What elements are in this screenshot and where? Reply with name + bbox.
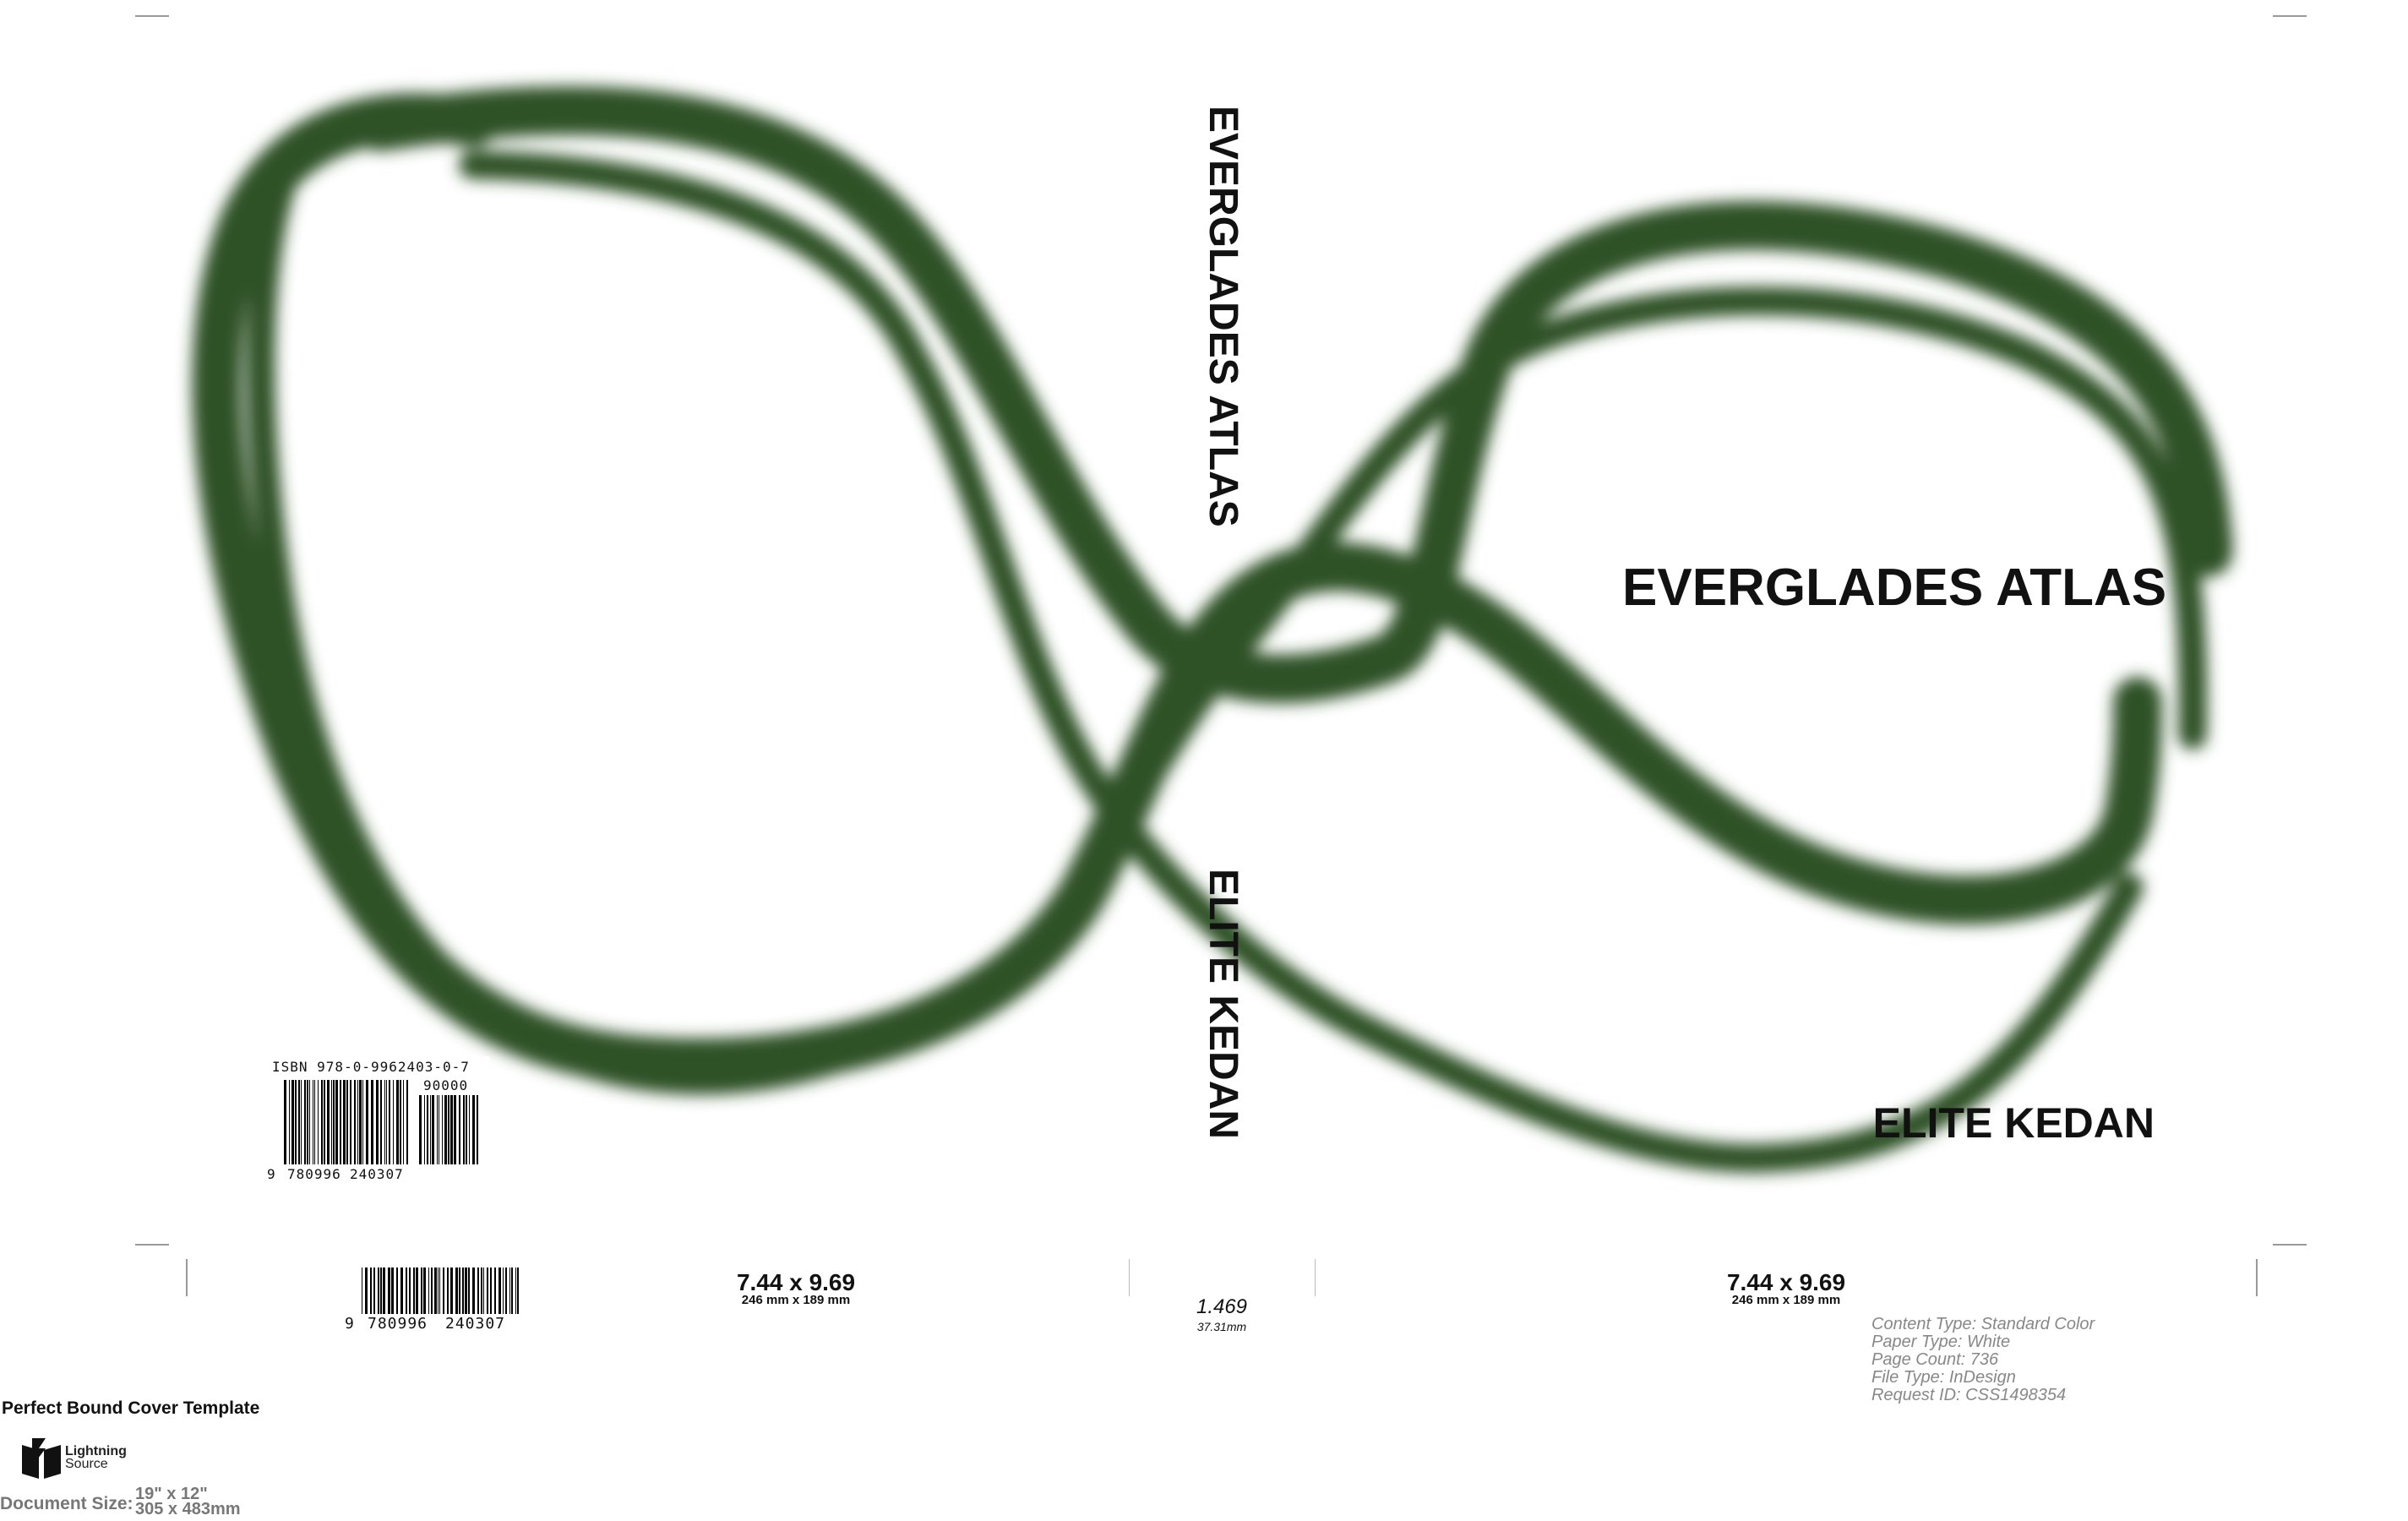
barcode-bar <box>444 1095 447 1164</box>
barcode-bar <box>459 1268 460 1314</box>
meta-page-count: Page Count: 736 <box>1871 1350 1999 1369</box>
barcode-bar <box>380 1268 382 1314</box>
crop-mark-bottom-right <box>2273 1244 2307 1246</box>
barcode-bar <box>384 1080 385 1164</box>
back-dimensions-mm: 246 mm x 189 mm <box>741 1293 851 1307</box>
meta-file-type: File Type: InDesign <box>1871 1368 2016 1387</box>
lightning-source-book-icon <box>20 1436 63 1480</box>
barcode-bar <box>505 1268 507 1314</box>
barcode-bar <box>437 1095 438 1164</box>
barcode-bar <box>343 1080 346 1164</box>
isbn-digits-group1: 780996 <box>287 1166 341 1182</box>
isbn-label: ISBN 978-0-9962403-0-7 <box>269 1059 473 1075</box>
barcode-bar <box>427 1095 428 1164</box>
spine-width: 1.469 <box>1196 1295 1248 1318</box>
barcode-bar <box>509 1268 510 1314</box>
barcode-bar <box>383 1268 385 1314</box>
isbn-barcode-bars <box>284 1080 411 1164</box>
document-size-label: Document Size: <box>0 1494 133 1513</box>
barcode-bar <box>477 1268 479 1314</box>
spine-mark-right <box>1315 1259 1316 1296</box>
barcode-bar <box>498 1268 501 1314</box>
barcode-bar <box>324 1080 325 1164</box>
barcode-bar <box>396 1080 399 1164</box>
document-size-values <box>135 1486 241 1517</box>
spine-width-mm: 37.31mm <box>1196 1320 1247 1333</box>
barcode-bar <box>365 1268 368 1314</box>
barcode-bar <box>438 1268 439 1314</box>
spine-mark-left <box>1129 1259 1130 1296</box>
template-barcode-digit-left: 9 <box>345 1315 355 1333</box>
logo-line2: Source <box>65 1457 108 1471</box>
back-dimensions: 7.44 x 9.69 <box>736 1269 856 1295</box>
barcode-bar <box>459 1095 460 1164</box>
template-barcode-bars <box>362 1268 522 1314</box>
barcode-bar <box>428 1268 429 1314</box>
barcode-bar <box>477 1095 478 1164</box>
document-size-inches: 19" x 12" <box>135 1485 208 1503</box>
barcode-bar <box>307 1080 308 1164</box>
barcode-bar <box>419 1095 422 1164</box>
barcode-bar <box>291 1080 294 1164</box>
barcode-bar <box>481 1268 482 1314</box>
barcode-bar <box>373 1268 375 1314</box>
barcode-bar <box>430 1095 431 1164</box>
barcode-bar <box>490 1268 492 1314</box>
barcode-bar <box>463 1095 465 1164</box>
barcode-bar <box>327 1080 330 1164</box>
barcode-bar <box>424 1095 425 1164</box>
barcode-bar <box>448 1095 449 1164</box>
spine-title: EVERGLADES ATLAS <box>1201 106 1245 527</box>
barcode-bar <box>503 1268 504 1314</box>
barcode-bar <box>393 1080 394 1164</box>
barcode-bar <box>432 1095 434 1164</box>
meta-request-id: Request ID: CSS1498354 <box>1871 1386 2067 1404</box>
crop-mark-bottom-left <box>135 1244 169 1246</box>
price-barcode-bars <box>419 1095 480 1164</box>
template-barcode <box>338 1268 532 1335</box>
isbn-barcode-block <box>265 1056 489 1187</box>
meta-content-type: Content Type: Standard Color <box>1871 1315 2095 1333</box>
front-author: ELITE KEDAN <box>1872 1099 2155 1147</box>
barcode-bar <box>494 1268 496 1314</box>
front-title: EVERGLADES ATLAS <box>1622 559 2167 617</box>
template-title: Perfect Bound Cover Template <box>2 1398 260 1418</box>
barcode-bar <box>388 1268 390 1314</box>
barcode-bar <box>487 1268 488 1314</box>
barcode-bar <box>357 1080 358 1164</box>
trim-mark-left <box>186 1259 188 1296</box>
barcode-bar <box>309 1080 310 1164</box>
barcode-bar <box>447 1268 449 1314</box>
barcode-bar <box>354 1080 356 1164</box>
crop-mark-top-right <box>2273 15 2307 17</box>
barcode-bar <box>359 1080 362 1164</box>
barcode-bar <box>389 1080 390 1164</box>
template-barcode-group2: 240307 <box>445 1315 506 1333</box>
barcode-bar <box>406 1268 407 1314</box>
barcode-bar <box>406 1080 408 1164</box>
barcode-bar <box>380 1080 382 1164</box>
barcode-bar <box>298 1080 300 1164</box>
barcode-bar <box>335 1080 338 1164</box>
barcode-bar <box>472 1095 475 1164</box>
barcode-bar <box>439 1268 440 1314</box>
barcode-bar <box>371 1080 373 1164</box>
barcode-bar <box>284 1080 286 1164</box>
meta-paper-type: Paper Type: White <box>1871 1333 2011 1351</box>
barcode-bar <box>423 1268 426 1314</box>
barcode-bar <box>321 1080 323 1164</box>
barcode-bar <box>331 1080 332 1164</box>
front-dimensions-mm: 246 mm x 189 mm <box>1731 1293 1841 1307</box>
barcode-bar <box>314 1080 315 1164</box>
barcode-bar <box>400 1268 403 1314</box>
barcode-bar <box>455 1268 458 1314</box>
trim-mark-right <box>2256 1259 2258 1296</box>
lightning-source-logo <box>65 1445 127 1470</box>
crop-mark-top-left <box>135 15 169 17</box>
barcode-bar <box>517 1268 519 1314</box>
barcode-bar <box>391 1268 394 1314</box>
barcode-bar <box>421 1268 422 1314</box>
isbn-digits-group2: 240307 <box>350 1166 404 1182</box>
barcode-bar <box>469 1095 470 1164</box>
price-code: 90000 <box>423 1077 469 1093</box>
barcode-bar <box>465 1268 467 1314</box>
barcode-bar <box>396 1268 398 1314</box>
document-size-mm: 305 x 483mm <box>135 1500 241 1518</box>
barcode-bar <box>376 1080 379 1164</box>
barcode-bar <box>450 1268 453 1314</box>
barcode-bar <box>295 1080 297 1164</box>
barcode-bar <box>301 1080 302 1164</box>
barcode-bar <box>370 1268 372 1314</box>
barcode-bar <box>468 1268 470 1314</box>
barcode-bar <box>366 1080 368 1164</box>
barcode-bar <box>409 1268 411 1314</box>
template-barcode-group1: 780996 <box>368 1315 428 1333</box>
barcode-bar <box>434 1268 437 1314</box>
barcode-bar <box>400 1080 401 1164</box>
barcode-bar <box>333 1080 335 1164</box>
barcode-bar <box>304 1080 306 1164</box>
front-dimensions: 7.44 x 9.69 <box>1726 1269 1846 1295</box>
barcode-bar <box>386 1080 387 1164</box>
barcode-bar <box>362 1080 363 1164</box>
barcode-bar <box>466 1095 467 1164</box>
barcode-bar <box>403 1080 404 1164</box>
barcode-bar <box>289 1080 290 1164</box>
barcode-bar <box>416 1268 418 1314</box>
file-metadata <box>1871 1316 2095 1404</box>
barcode-bar <box>443 1268 444 1314</box>
isbn-digit-left: 9 <box>267 1166 276 1182</box>
spine-author: ELITE KEDAN <box>1201 869 1245 1140</box>
barcode-bar <box>462 1268 464 1314</box>
barcode-bar <box>431 1268 433 1314</box>
barcode-bar <box>318 1080 319 1164</box>
logo-line1: Lightning <box>65 1444 127 1458</box>
barcode-bar <box>346 1080 348 1164</box>
barcode-bar <box>511 1268 513 1314</box>
barcode-bar <box>442 1095 443 1164</box>
barcode-bar <box>350 1080 351 1164</box>
barcode-bar <box>413 1268 415 1314</box>
barcode-bar <box>454 1095 456 1164</box>
barcode-bar <box>472 1268 475 1314</box>
barcode-bar <box>515 1268 516 1314</box>
barcode-bar <box>450 1095 453 1164</box>
barcode-bar <box>378 1268 379 1314</box>
barcode-bar <box>340 1080 341 1164</box>
barcode-bar <box>483 1268 484 1314</box>
